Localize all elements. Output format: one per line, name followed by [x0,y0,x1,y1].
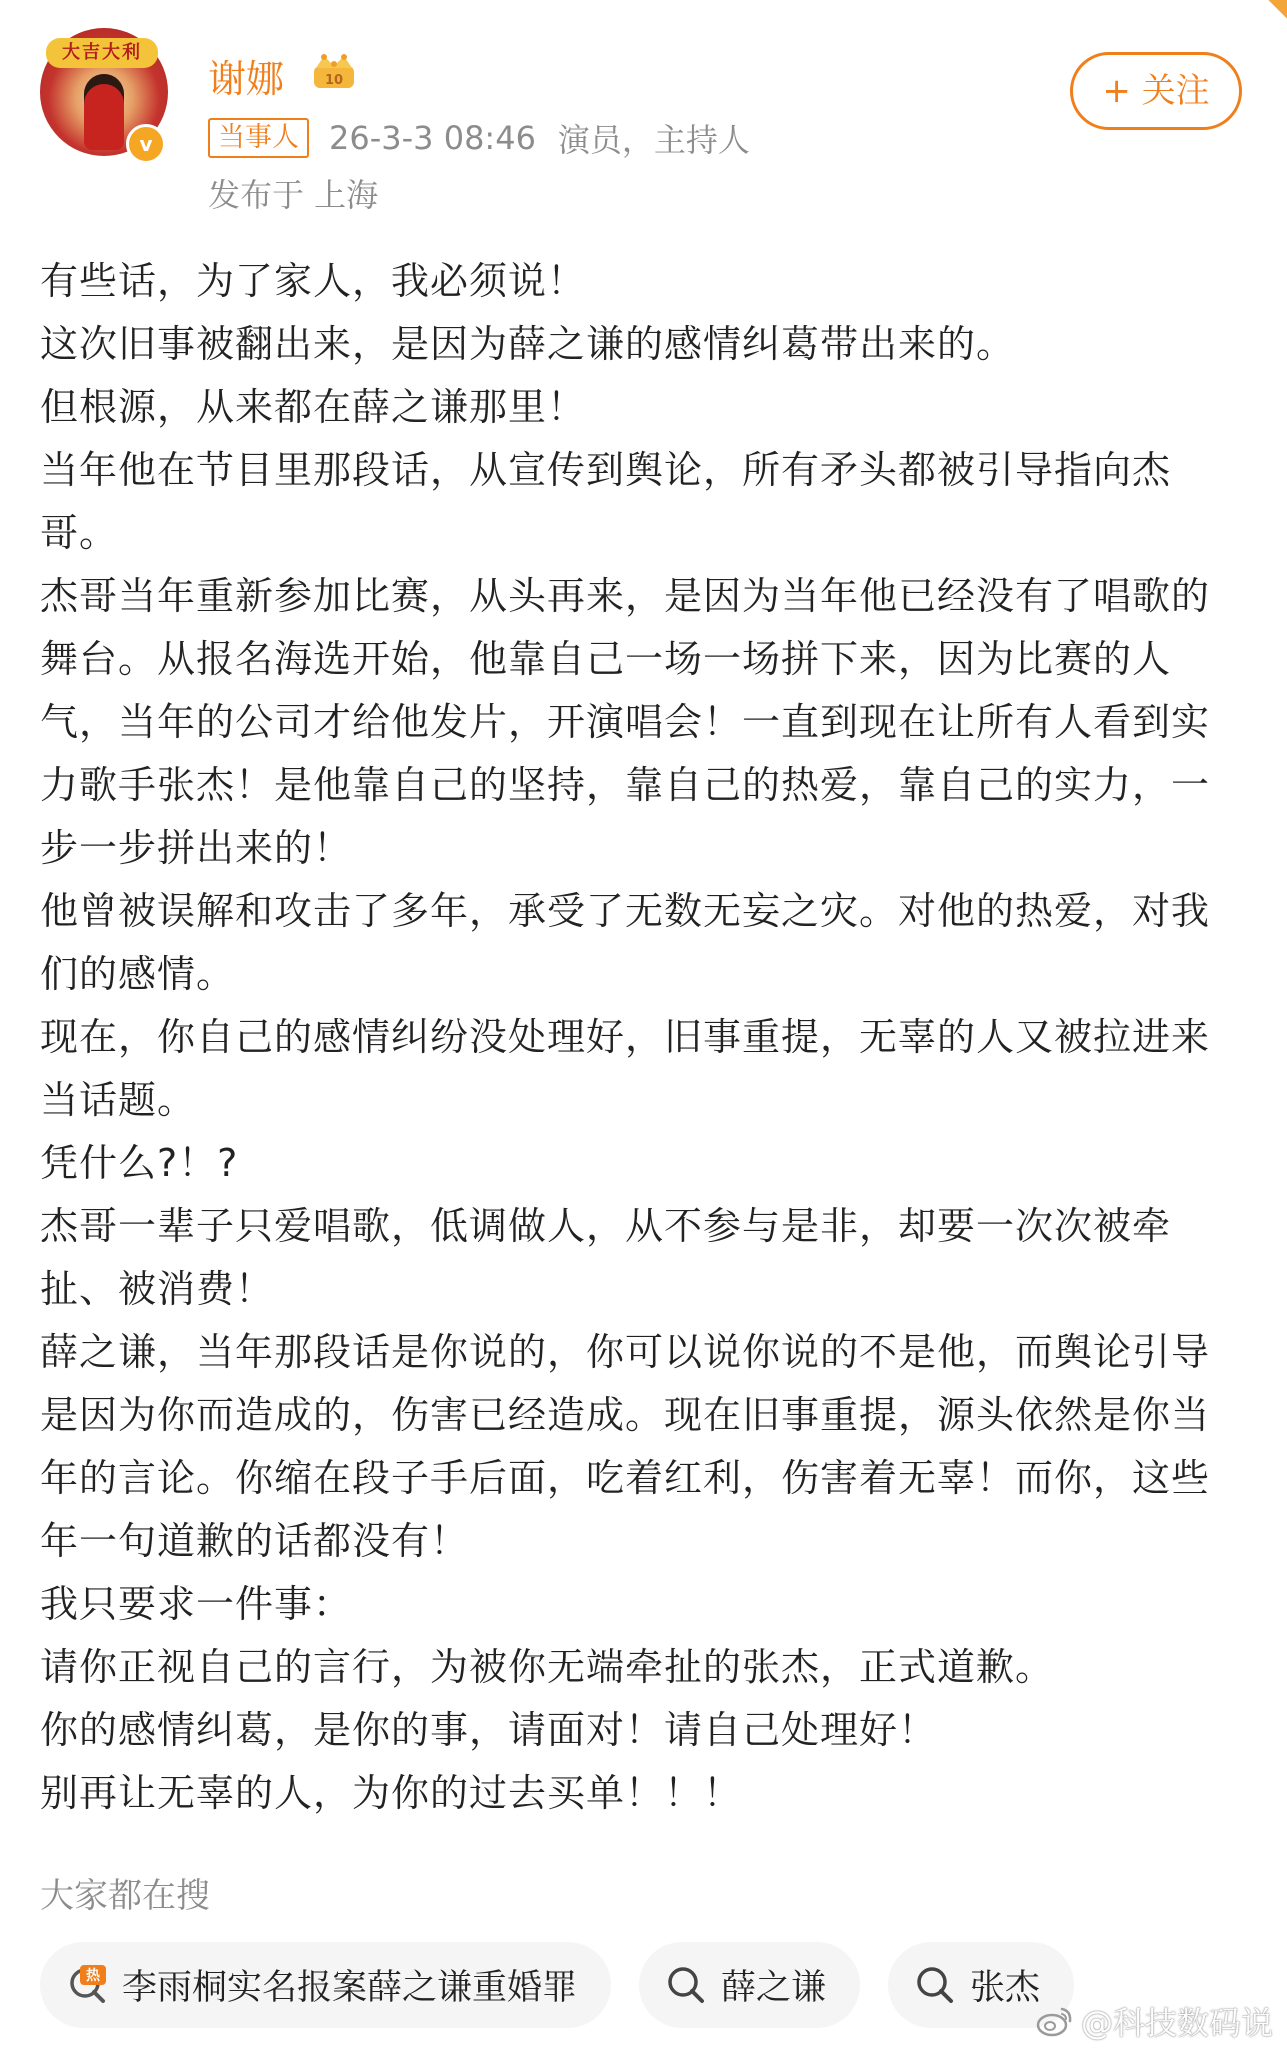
party-tag: 当事人 [208,118,309,158]
hot-search-icon [66,1964,108,2006]
search-chip[interactable] [639,1942,860,2028]
post-meta [208,118,750,158]
post-paragraph: 但根源，从来都在薛之谦那里！ [40,385,587,429]
avatar-banner: 大吉大利 [46,38,158,68]
post-paragraph: 现在，你自己的感情纠纷没处理好，旧事重提，无辜的人又被拉进来当话题。 [40,1015,1211,1122]
post-paragraph: 请你正视自己的言行，为被你无端牵扯的张杰，正式道歉。 [40,1645,1055,1689]
search-icon [665,1964,707,2006]
corner-accent [1263,0,1287,22]
post-timestamp: 26-3-3 08:46 [329,119,536,157]
post-paragraph: 他曾被误解和攻击了多年，承受了无数无妄之灾。对他的热爱，对我们的感情。 [40,889,1211,996]
post-paragraph: 杰哥当年重新参加比赛，从头再来，是因为当年他已经没有了唱歌的舞台。从报名海选开始，他靠自己一场一场拼下来，因为比赛的人气，当年的公司才给他发片，开演唱会！一直到现在让所有人看到实力歌手张杰！是他靠自己的坚持，靠自己的热爱，靠自己的实力，一步一步拼出来的！ [40,574,1211,870]
user-role: 演员，主持人 [557,121,750,159]
verified-badge-icon: v [126,124,166,164]
post-paragraph: 薛之谦，当年那段话是你说的，你可以说你说的不是他，而舆论引导是因为你而造成的，伤害已经造成。现在旧事重提，源头依然是你当年的言论。你缩在段子手后面，吃着红利，伤害着无辜！而你，这些年一句道歉的话都没有！ [40,1330,1211,1563]
avatar-figure [84,74,124,150]
search-chip-label: 薛之谦 [721,1968,827,2008]
username[interactable]: 谢娜 [208,57,285,101]
trending-search-chips [40,1942,1102,2028]
follow-button[interactable]: + 关注 [1070,52,1242,130]
watermark-text: @科技数码说 [1080,2004,1273,2042]
svg-text:10: 10 [324,73,344,88]
search-chip[interactable] [40,1942,611,2028]
weibo-logo-icon [1035,2003,1075,2039]
post-content [40,250,1220,1825]
search-chip-label: 张杰 [970,1968,1041,2008]
post-paragraph: 凭什么?！? [40,1141,239,1185]
crown-icon [308,52,360,92]
post-paragraph: 这次旧事被翻出来，是因为薛之谦的感情纠葛带出来的。 [40,322,1016,366]
watermark [1035,1998,1273,2044]
post-paragraph: 你的感情纠葛，是你的事，请面对！请自己处理好！ [40,1708,938,1752]
post-paragraph: 有些话，为了家人，我必须说！ [40,259,587,303]
post-paragraph: 我只要求一件事： [40,1582,353,1626]
search-chip-label: 李雨桐实名报案薛之谦重婚罪 [122,1968,578,2008]
search-icon [914,1964,956,2006]
svg-text:热: 热 [86,1968,100,1984]
trending-search-heading: 大家都在搜 [40,1876,210,1916]
post-paragraph: 当年他在节目里那段话，从宣传到舆论，所有矛头都被引导指向杰哥。 [40,448,1172,555]
post-paragraph: 杰哥一辈子只爱唱歌，低调做人，从不参与是非，却要一次次被牵扯、被消费！ [40,1204,1172,1311]
post-paragraph: 别再让无辜的人，为你的过去买单！！！ [40,1771,743,1815]
post-location: 发布于 上海 [208,176,379,214]
